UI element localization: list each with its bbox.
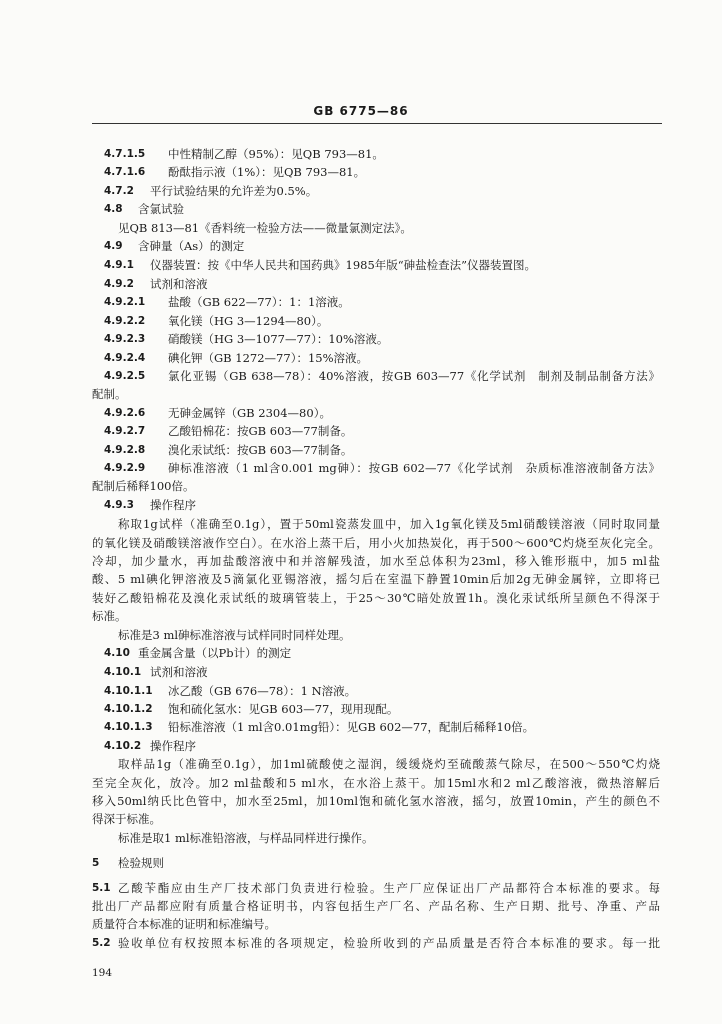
text-line — [0, 238, 722, 255]
line-text: 取样品1g（准确至0.1g），加1ml硫酸使之湿润，缓缓烧灼至硫酸蒸气除尽，在500～550℃灼烧 — [118, 757, 660, 771]
clause-number: 4.9.2.7 — [104, 425, 146, 437]
clause-number: 4.7.1.5 — [104, 148, 146, 160]
clause-number: 4.9.2.4 — [104, 352, 146, 364]
text-line — [0, 497, 722, 514]
line-text: 称取1g试样（准确至0.1g），置于50ml瓷蒸发皿中，加入1g氧化镁及5ml硝酸镁溶液（同时取同量 — [118, 517, 660, 531]
clause-number: 4.10.1.3 — [104, 721, 153, 733]
text-line — [0, 164, 722, 181]
line-text: 饱和硫化氢水：见GB 603—77，现用现配。 — [168, 702, 399, 716]
line-text: 溴化汞试纸：按GB 603—77制备。 — [168, 443, 353, 457]
text-line — [0, 331, 722, 348]
text-line — [0, 855, 722, 872]
text-line — [0, 756, 722, 773]
line-text: 验收单位有权按照本标准的各项规定，检验所收到的产品质量是否符合本标准的要求。每一批 — [118, 936, 660, 950]
clause-number: 4.8 — [104, 203, 123, 215]
line-text: 冷却，加少量水，再加盐酸溶液中和并溶解残渣，加水至总体积为23ml，移入锥形瓶中，加5 ml盐 — [92, 554, 660, 568]
line-text: 砷标准溶液（1 ml含0.001 mg砷）：按GB 602—77《化学试剂 杂质标准溶液制备方法》 — [168, 461, 660, 475]
line-text: 氯化亚锡（GB 638—78）：40%溶液，按GB 603—77《化学试剂 制剂及制品制备方法》 — [168, 369, 660, 383]
text-line — [0, 146, 722, 163]
line-text: 盐酸（GB 622—77）：1：1溶液。 — [168, 295, 350, 309]
page-number: 194 — [92, 967, 113, 979]
line-text: 中性精制乙醇（95%）：见QB 793—81。 — [168, 147, 384, 161]
line-text: 重金属含量（以Pb计）的测定 — [138, 646, 292, 660]
text-line — [0, 350, 722, 367]
clause-number: 4.9.2.9 — [104, 462, 146, 474]
line-text: 见QB 813—81《香料统一检验方法——微量氯测定法》。 — [118, 221, 412, 235]
text-line — [0, 386, 722, 403]
line-text: 酸、5 ml碘化钾溶液及5滴氯化亚锡溶液，摇匀后在室温下静置10min后加2g无砷金属锌，立即将已 — [92, 572, 660, 586]
clause-number: 4.10.2 — [104, 740, 142, 752]
line-text: 配制。 — [92, 387, 127, 401]
text-line — [0, 405, 722, 422]
header-rule — [92, 123, 662, 124]
line-text: 平行试验结果的允许差为0.5%。 — [150, 184, 318, 198]
clause-number: 5 — [92, 857, 100, 869]
clause-number: 4.9.2.3 — [104, 333, 146, 345]
text-line — [0, 516, 722, 533]
line-text: 乙酸苄酯应由生产厂技术部门负责进行检验。生产厂应保证出厂产品都符合本标准的要求。每 — [118, 881, 660, 895]
line-text: 操作程序 — [150, 498, 196, 512]
line-text: 铅标准溶液（1 ml含0.01mg铅）：见GB 602—77，配制后稀释10倍。 — [168, 720, 535, 734]
line-text: 至完全灰化，放冷。加2 ml盐酸和5 ml水，在水浴上蒸干。加15ml水和2 ml乙酸溶液，微热溶解后 — [92, 776, 660, 790]
text-line — [0, 701, 722, 718]
line-text: 配制后稀释100倍。 — [92, 479, 195, 493]
text-line — [0, 608, 722, 625]
text-line — [0, 313, 722, 330]
text-line — [0, 719, 722, 736]
text-line — [0, 645, 722, 662]
text-line — [0, 201, 722, 218]
clause-number: 4.9.2.1 — [104, 296, 146, 308]
text-line — [0, 811, 722, 828]
text-line — [0, 460, 722, 477]
line-text: 含氯试验 — [138, 202, 184, 216]
text-line — [0, 793, 722, 810]
text-line — [0, 775, 722, 792]
line-text: 标准。 — [92, 609, 127, 623]
line-text: 质量符合本标准的证明和标准编号。 — [92, 917, 276, 931]
clause-number: 4.9.2.8 — [104, 444, 146, 456]
clause-number: 4.9 — [104, 240, 123, 252]
text-line — [0, 535, 722, 552]
line-text: 试剂和溶液 — [150, 665, 208, 679]
line-text: 移入50ml纳氏比色管中，加水至25ml，加10ml饱和硫化氢水溶液，摇匀，放置10min，产生的颜色不 — [92, 794, 660, 808]
text-line — [0, 916, 722, 933]
text-line — [0, 830, 722, 847]
clause-number: 4.7.2 — [104, 185, 134, 197]
line-text: 装好乙酸铅棉花及溴化汞试纸的玻璃管装上，于25～30℃暗处放置1h。溴化汞试纸所呈颜色不得深于 — [92, 591, 660, 605]
text-line — [0, 478, 722, 495]
clause-number: 4.10.1 — [104, 666, 142, 678]
clause-number: 4.10.1.1 — [104, 685, 153, 697]
clause-number: 5.2 — [92, 937, 111, 949]
text-line — [0, 627, 722, 644]
text-line — [0, 257, 722, 274]
standard-header: GB 6775—86 — [313, 104, 409, 118]
clause-number: 4.9.2.2 — [104, 315, 146, 327]
text-line — [0, 294, 722, 311]
text-line — [0, 183, 722, 200]
clause-number: 4.9.3 — [104, 499, 134, 511]
line-text: 冰乙酸（GB 676—78）：1 N溶液。 — [168, 684, 357, 698]
text-line — [0, 935, 722, 952]
line-text: 含砷量（As）的测定 — [138, 239, 245, 253]
text-line — [0, 220, 722, 237]
line-text: 操作程序 — [150, 739, 196, 753]
line-text: 试剂和溶液 — [150, 277, 208, 291]
text-line — [0, 368, 722, 385]
clause-number: 4.9.1 — [104, 259, 134, 271]
line-text: 标准是取1 ml标准铅溶液，与样品同样进行操作。 — [118, 831, 374, 845]
text-line — [0, 590, 722, 607]
text-line — [0, 880, 722, 897]
text-line — [0, 553, 722, 570]
text-line — [0, 423, 722, 440]
text-line — [0, 738, 722, 755]
line-text: 仪器装置：按《中华人民共和国药典》1985年版“砷盐检查法”仪器装置图。 — [150, 258, 537, 272]
clause-number: 4.7.1.6 — [104, 166, 146, 178]
text-line — [0, 664, 722, 681]
clause-number: 4.9.2 — [104, 278, 134, 290]
text-line — [0, 898, 722, 915]
line-text: 硝酸镁（HG 3—1077—77）：10%溶液。 — [168, 332, 389, 346]
clause-number: 4.10.1.2 — [104, 703, 153, 715]
line-text: 检验规则 — [118, 856, 164, 870]
clause-number: 5.1 — [92, 882, 111, 894]
text-line — [0, 442, 722, 459]
clause-number: 4.9.2.6 — [104, 407, 146, 419]
clause-number: 4.9.2.5 — [104, 370, 146, 382]
clause-number: 4.10 — [104, 647, 130, 659]
line-text: 的氧化镁及硝酸镁溶液作空白）。在水浴上蒸干后，用小火加热炭化，再于500～600℃灼烧至灰化完全。 — [92, 536, 660, 550]
text-line — [0, 683, 722, 700]
line-text: 氧化镁（HG 3—1294—80）。 — [168, 314, 329, 328]
line-text: 标准是3 ml砷标准溶液与试样同时同样处理。 — [118, 628, 351, 642]
line-text: 乙酸铅棉花：按GB 603—77制备。 — [168, 424, 353, 438]
line-text: 得深于标准。 — [92, 812, 161, 826]
line-text: 碘化钾（GB 1272—77）：15%溶液。 — [168, 351, 369, 365]
line-text: 无砷金属锌（GB 2304—80）。 — [168, 406, 331, 420]
text-line — [0, 276, 722, 293]
text-line — [0, 571, 722, 588]
line-text: 酚酞指示液（1%）：见QB 793—81。 — [168, 165, 366, 179]
line-text: 批出厂产品都应附有质量合格证明书，内容包括生产厂名、产品名称、生产日期、批号、净重、产品 — [92, 899, 660, 913]
